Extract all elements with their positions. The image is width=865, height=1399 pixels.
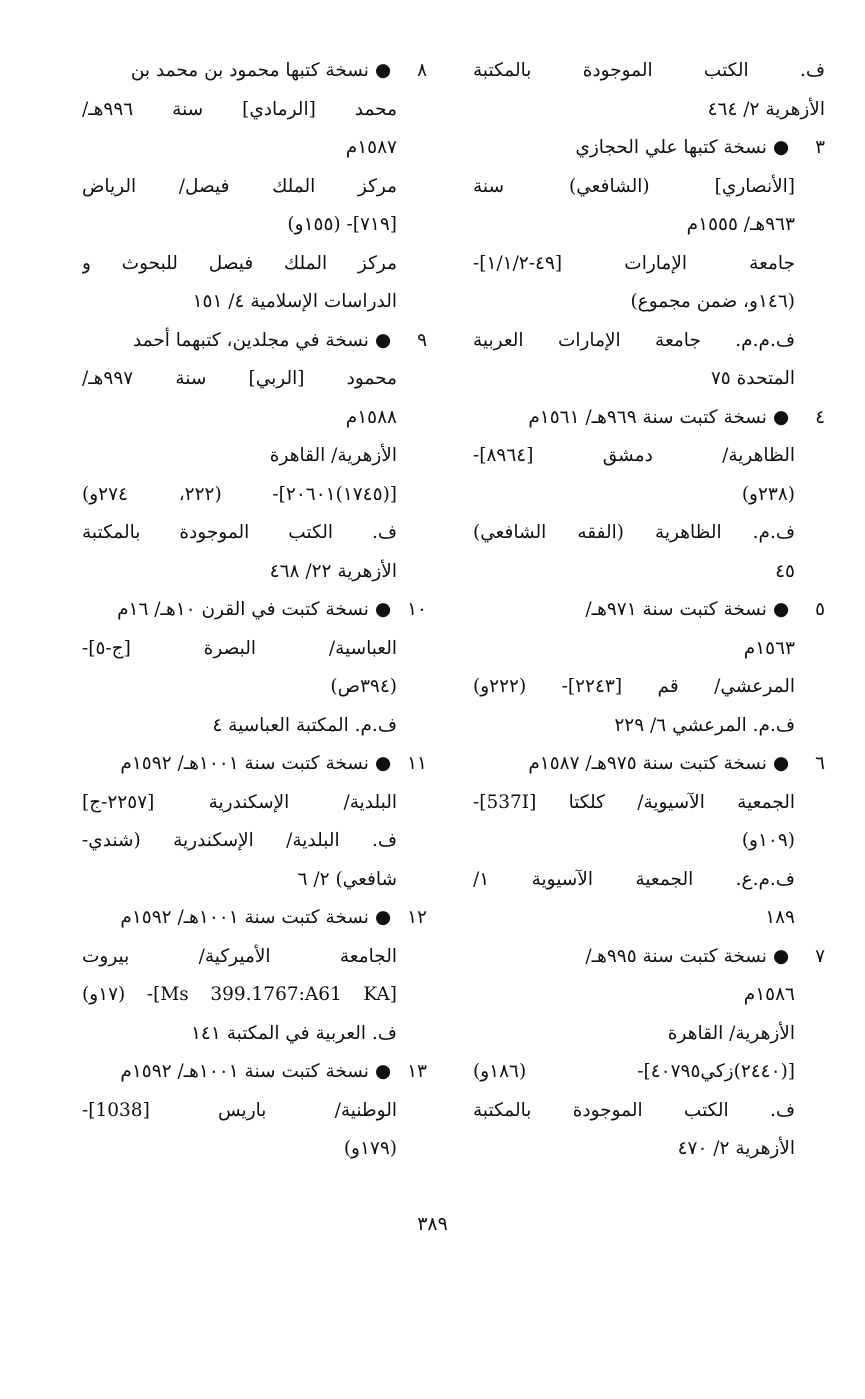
manuscript-entry [473, 591, 825, 745]
bullet-icon: ● [374, 907, 392, 928]
entry-number: ١٠ [407, 599, 427, 620]
entry-line: ٩٦٣هـ/ ١٥٥٥م [686, 214, 795, 235]
bullet-icon: ● [374, 599, 392, 620]
entry-line: محمد [الرمادي] سنة ٩٩٦هـ/ [82, 98, 397, 120]
entry-line: ١٥٨٦م [743, 984, 795, 1005]
left-column [82, 52, 427, 1169]
entry-number: ١٣ [407, 1061, 427, 1082]
entry-line: ف.م. المرعشي ٦/ ٢٢٩ [614, 714, 795, 736]
entry-number: ٥ [815, 599, 825, 620]
entry-number: ٦ [815, 753, 825, 774]
entry-line: [Ms 399.1767:A61 KA]- (١٧و) [82, 984, 397, 1005]
entry-number: ١١ [407, 753, 427, 774]
entry-text: نسخة كتبت سنة ٩٧٥هـ/ ١٥٨٧م [528, 753, 767, 774]
manuscript-entry [473, 399, 825, 592]
entry-first-line [82, 52, 427, 91]
entry-line: (١٤٦و، ضمن مجموع) [630, 291, 795, 312]
entry-number: ٨ [417, 60, 427, 81]
entry-line: البلدية/ الإسكندرية [٢٢٥٧-ج] [82, 791, 397, 813]
bullet-icon: ● [374, 753, 392, 774]
entry-text: نسخة كتبت سنة ١٠٠١هـ/ ١٥٩٢م [120, 1061, 369, 1082]
entry-line: الأزهرية/ القاهرة [269, 445, 397, 466]
entry-first-line [473, 129, 825, 168]
entry-number: ٧ [815, 945, 825, 967]
entry-line: (١٧٩و) [343, 1138, 397, 1159]
entry-line: [(١٧٤٥)٢٠٦٠١]- (٢٢٢، ٢٧٤و) [82, 483, 397, 505]
entry-first-line [473, 399, 825, 438]
entry-line: الأزهرية ٢٢/ ٤٦٨ [269, 560, 397, 582]
entry-line: ف. العربية في المكتبة ١٤١ [191, 1022, 397, 1044]
entry-text: نسخة كتبت سنة ٩٩٥هـ/ [585, 945, 767, 967]
entry-text: نسخة كتبت في القرن ١٠هـ/ ١٦م [117, 599, 369, 620]
entry-line: الظاهرية/ دمشق [٨٩٦٤]- [473, 445, 795, 466]
entry-first-line [82, 745, 427, 784]
manuscript-entry [82, 745, 427, 899]
entry-continuation [473, 52, 825, 129]
entry-line: جامعة الإمارات [٤٩-١/١/٢]- [473, 252, 795, 274]
bullet-icon: ● [772, 599, 790, 620]
entry-line: ف.م. الظاهرية (الفقه الشافعي) [473, 522, 795, 543]
entry-line: (١٠٩و) [741, 830, 795, 851]
entry-first-line [473, 591, 825, 630]
entry-line: ١٥٨٨م [345, 406, 397, 428]
entry-line: (٣٩٤ص) [330, 676, 397, 697]
bullet-icon: ● [772, 406, 790, 428]
entry-number: ٣ [815, 137, 825, 158]
bullet-icon: ● [772, 945, 790, 967]
entry-first-line [473, 745, 825, 784]
entry-first-line [82, 899, 427, 938]
bullet-icon: ● [374, 329, 392, 351]
entry-line: الأزهرية ٢/ ٤٦٤ [707, 98, 825, 120]
entry-line: شافعي) ٢/ ٦ [297, 868, 397, 890]
entry-line: ٤٥ [775, 560, 795, 582]
entry-line: ف.م.ع. الجمعية الآسيوية ١/ [473, 868, 795, 890]
entry-line: ف. البلدية/ الإسكندرية (شندي- [82, 830, 397, 851]
entry-first-line [473, 938, 825, 977]
entry-line: الأزهرية ٢/ ٤٧٠ [677, 1138, 795, 1159]
bullet-icon: ● [772, 753, 790, 774]
manuscript-entry [82, 899, 427, 1053]
entry-line: ف.م.م. جامعة الإمارات العربية [473, 329, 795, 351]
entry-line: الوطنية/ باريس [1038]- [82, 1099, 397, 1121]
entry-line: [(٢٤٤٠)زكي٤٠٧٩٥]- (١٨٦و) [473, 1061, 795, 1082]
manuscript-entry [82, 1053, 427, 1169]
entry-line: ف. الكتب الموجودة بالمكتبة [82, 522, 397, 543]
entry-line: الدراسات الإسلامية ٤/ ١٥١ [192, 291, 397, 312]
entry-text: نسخة في مجلدين، كتبهما أحمد [132, 329, 369, 351]
right-column [473, 52, 825, 1169]
entry-line: محمود [الربي] سنة ٩٩٧هـ/ [82, 368, 397, 389]
entry-first-line [82, 591, 427, 630]
entry-line: العباسية/ البصرة [ج-٥]- [82, 637, 397, 659]
entry-line: ١٥٨٧م [345, 137, 397, 158]
entry-line: ف. الكتب الموجودة بالمكتبة [473, 1099, 795, 1121]
page-number: ٣٨٩ [417, 1213, 448, 1235]
entry-line: المتحدة ٧٥ [710, 368, 795, 389]
entry-line: ف. الكتب الموجودة بالمكتبة [473, 60, 825, 81]
entry-number: ٤ [815, 406, 825, 428]
bullet-icon: ● [374, 1061, 392, 1082]
entry-text: نسخة كتبها علي الحجازي [575, 137, 767, 158]
entry-line: ١٥٦٣م [743, 637, 795, 659]
entry-line: المرعشي/ قم [٢٢٤٣]- (٢٢٢و) [473, 676, 795, 697]
bullet-icon: ● [772, 137, 790, 158]
entry-line: الجمعية الآسيوية/ كلكتا [537I]- [473, 791, 795, 813]
manuscript-entry [473, 745, 825, 938]
entry-line: الأزهرية/ القاهرة [667, 1022, 795, 1044]
manuscript-entry [82, 52, 427, 322]
entry-line: الجامعة الأميركية/ بيروت [82, 945, 397, 967]
entry-line: مركز الملك فيصل/ الرياض [82, 175, 397, 197]
manuscript-entry [82, 591, 427, 745]
manuscript-entry [82, 322, 427, 592]
entry-text: نسخة كتبها محمود بن محمد بن [130, 60, 369, 81]
manuscript-entry [473, 938, 825, 1169]
entry-line: ١٨٩ [765, 907, 795, 928]
entry-text: نسخة كتبت سنة ١٠٠١هـ/ ١٥٩٢م [120, 753, 369, 774]
bullet-icon: ● [374, 60, 392, 81]
entry-text: نسخة كتبت سنة ٩٦٩هـ/ ١٥٦١م [528, 406, 767, 428]
entry-line: مركز الملك فيصل للبحوث و [82, 252, 397, 274]
entry-line: (٢٣٨و) [741, 483, 795, 505]
entry-line: ف.م. المكتبة العباسية ٤ [212, 714, 397, 736]
manuscript-entry [473, 129, 825, 399]
entry-text: نسخة كتبت سنة ١٠٠١هـ/ ١٥٩٢م [120, 907, 369, 928]
entry-first-line [82, 322, 427, 361]
entry-line: [الأنصاري] (الشافعي) سنة [473, 175, 795, 197]
entry-number: ١٢ [407, 907, 427, 928]
entry-number: ٩ [417, 329, 427, 351]
entry-text: نسخة كتبت سنة ٩٧١هـ/ [585, 599, 767, 620]
entry-line: [٧١٩]- (١٥٥و) [287, 214, 397, 235]
entry-first-line [82, 1053, 427, 1092]
